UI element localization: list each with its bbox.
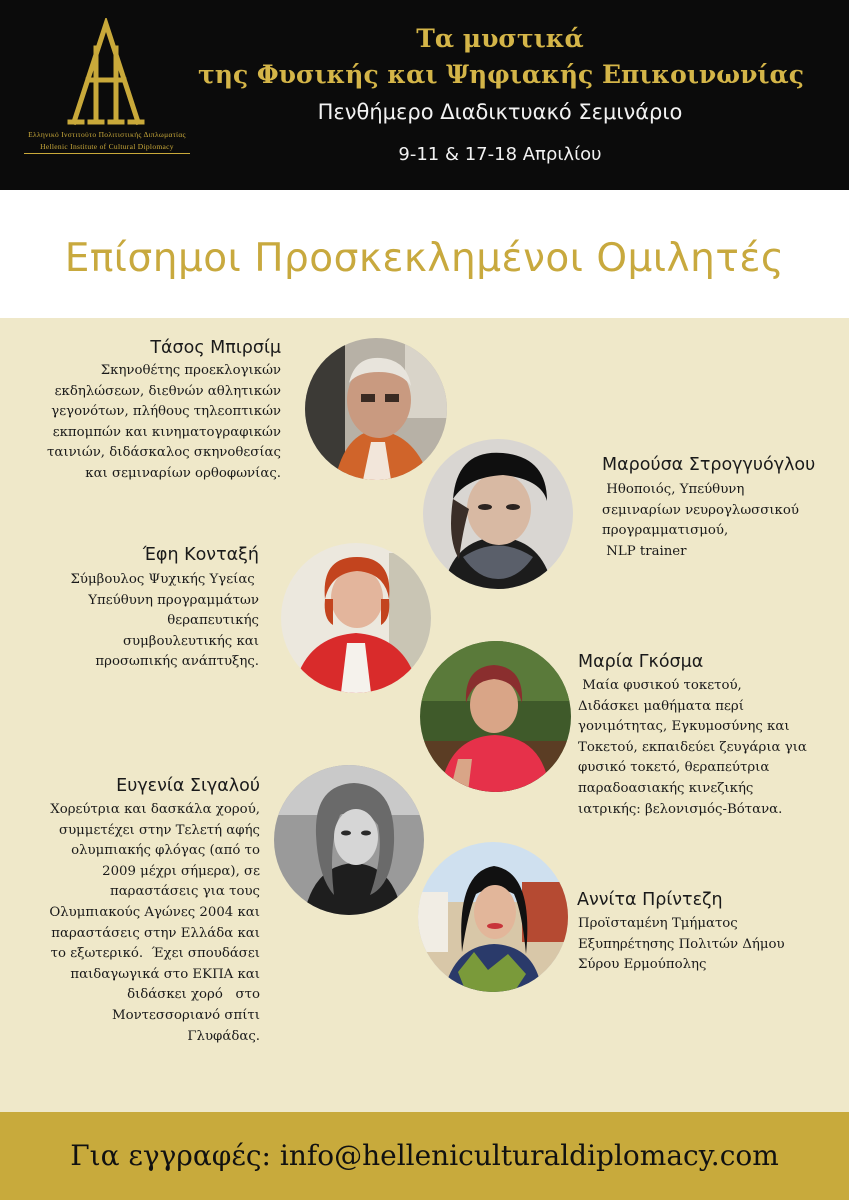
logo-divider bbox=[24, 153, 190, 154]
speaker-description: Μαία φυσικού τοκετού, Διδάσκει μαθήματα περί γονιμότητας, Εγκυμοσύνης και Τοκετού, εκπαιδεύει ζευγάρια για φυσικό τοκετό, θεραπεύτρια παραδοασιακής κινεζικής ιατρικής: βελονισμός-Βότανα. bbox=[578, 678, 807, 817]
speaker-description: Προϊσταμένη Τμήματος Εξυπηρέτησης Πολιτών Δήμου Σύρου Ερμούπολης bbox=[578, 916, 785, 973]
header-title-line2: της Φυσικής και Ψηφιακής Επικοινωνίας bbox=[197, 60, 804, 89]
speaker-name: Μαρία Γκόσμα bbox=[578, 652, 704, 672]
speaker-photo bbox=[423, 439, 573, 589]
speaker-description: Χορεύτρια και δασκάλα χορού, συμμετέχει στην Τελετή αφής ολυμπιακής φλόγας (από το 2009 μέχρι σήμερα), σε παραστάσεις για τους Ολυμπιακούς Αγώνες 2004 και παραστάσεις στην Ελλάδα και το εξωτερικό. Έχει σπουδάσει παιδαγωγικά στο ΕΚΠΑ και διδάσκει χορό στο Μοντεσσοριανό σπίτι Γλυφάδας. bbox=[49, 802, 260, 1044]
header-dates: 9-11 & 17-18 Απριλίου bbox=[398, 144, 602, 165]
speaker-photo bbox=[420, 641, 571, 792]
registration-contact[interactable]: Για εγγραφές: info@helleniculturaldiplomacy.com bbox=[70, 1139, 779, 1172]
speaker-description: Σύμβουλος Ψυχικής Υγείας Υπεύθυνη προγραμμάτων θεραπευτικής συμβουλευτικής και προσωπικής ανάπτυξης. bbox=[70, 572, 259, 670]
header-subtitle: Πενθήμερο Διαδικτυακό Σεμινάριο bbox=[317, 100, 683, 124]
logo-text-greek: Ελληνικό Ινστιτούτο Πολιτιστικής Διπλωματίας bbox=[28, 130, 186, 139]
speaker-photo bbox=[418, 842, 568, 992]
section-title: Επίσημοι Προσκεκλημένοι Ομιλητές bbox=[64, 236, 785, 281]
speaker-description: Σκηνοθέτης προεκλογικών εκδηλώσεων, διεθνών αθλητικών γεγονότων, πλήθους τηλεοπτικών εκπομπών και κινηματογραφικών ταινιών, διδάσκαλος σκηνοθεσίας και σεμιναρίων ορθοφωνίας. bbox=[47, 363, 281, 481]
speaker-name: Έφη Κονταξή bbox=[142, 545, 259, 565]
logo-text-english: Hellenic Institute of Cultural Diplomacy bbox=[40, 142, 174, 151]
speaker-photo bbox=[305, 338, 447, 480]
speaker-name: Τάσος Μπιρσίμ bbox=[150, 338, 281, 358]
logo-monogram-icon bbox=[66, 18, 146, 126]
institute-logo bbox=[14, 18, 200, 158]
speaker-photo bbox=[281, 543, 431, 693]
header-banner bbox=[0, 0, 849, 190]
speaker-photo bbox=[274, 765, 424, 915]
speaker-name: Αννίτα Πρίντεζη bbox=[577, 890, 723, 910]
speaker-description: Ηθοποιός, Υπεύθυνη σεμιναρίων νευρογλωσσικού προγραμματισμού, NLP trainer bbox=[602, 482, 799, 559]
speaker-name: Μαρούσα Στρογγυόγλου bbox=[602, 455, 816, 475]
speaker-name: Ευγενία Σιγαλού bbox=[116, 776, 260, 796]
header-title-line1: Τα μυστικά bbox=[416, 24, 584, 53]
